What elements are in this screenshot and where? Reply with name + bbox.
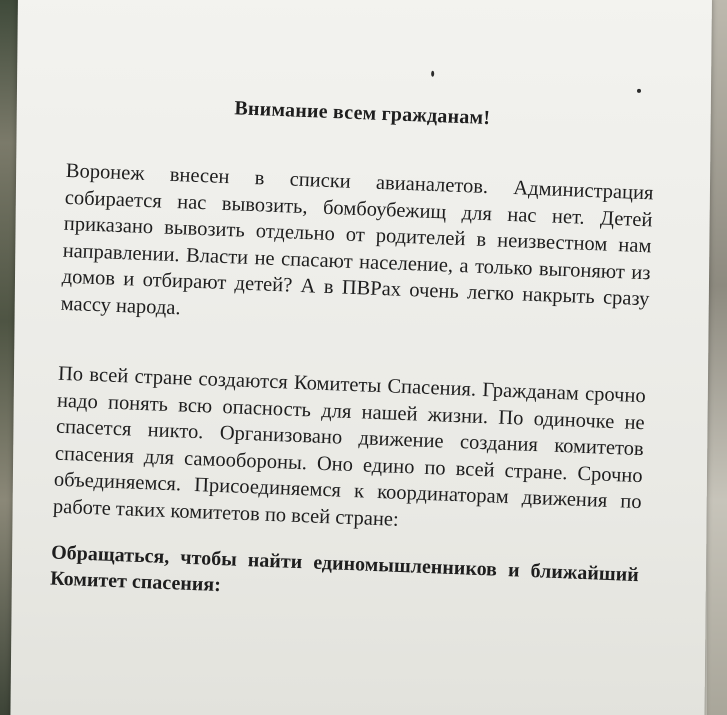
notice-text bbox=[50, 91, 657, 614]
notice-paragraph-1: Воронеж внесен в списки авианалетов. Администрация собирается нас вывозить, бомбоубежищ для нас нет. Детей приказано вывозить отдельно от родителей в неизвестном нам направлении. Власти не спасают население, а только выгоняют из домов и отбирают детей? А в ПВРах очень легко накрыть сразу массу народа. bbox=[60, 159, 654, 319]
paper-speck bbox=[431, 71, 434, 77]
notice-title: Внимание всем гражданам! bbox=[234, 97, 491, 130]
contact-heading: Обращаться, чтобы найти единомышленников и ближайший Комитет спасения: bbox=[49, 541, 640, 597]
paper-sheet bbox=[10, 0, 712, 715]
paper-speck bbox=[637, 89, 641, 93]
notice-paragraph-2: По всей стране создаются Комитеты Спасения. Гражданам срочно надо понять всю опасность для нашей жизни. По одиночке не спасется никто. Организовано движение создания комитетов спасения для самообороны. Оно едино по всей стране. Срочно объединяемся. Присоединяемся к координаторам движения по работе таких комитетов по всей стране: bbox=[52, 362, 647, 531]
